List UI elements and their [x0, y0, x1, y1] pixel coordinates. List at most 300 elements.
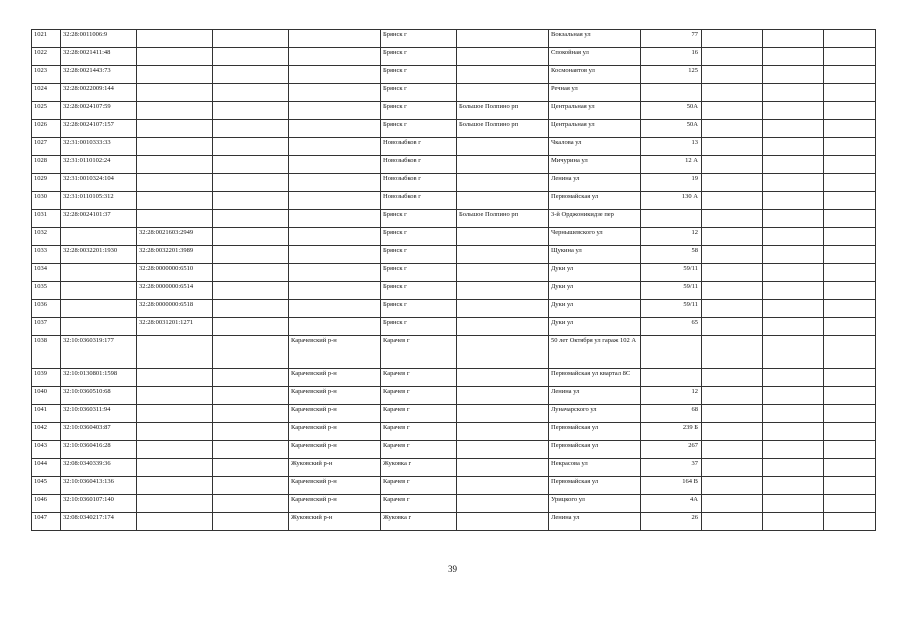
- cell-blank: [213, 282, 289, 300]
- cell-blank: [213, 318, 289, 336]
- cell-number: 1041: [32, 405, 61, 423]
- cell-district: [289, 246, 381, 264]
- cell-cadastral-number-alt: [137, 66, 213, 84]
- cell-cadastral-number-alt: [137, 138, 213, 156]
- cell-settlement: Большое Полпино рп: [457, 210, 549, 228]
- table-row: [32, 336, 876, 369]
- cell-number: 1038: [32, 336, 61, 369]
- cell-district: [289, 156, 381, 174]
- cell-cadastral-number: [61, 228, 137, 246]
- cell-number: 1030: [32, 192, 61, 210]
- cell-settlement: [457, 282, 549, 300]
- cell-cadastral-number-alt: [137, 192, 213, 210]
- cell-settlement: [457, 192, 549, 210]
- cell-district: Карачевский р-н: [289, 369, 381, 387]
- cell-blank: [824, 174, 876, 192]
- cell-blank: [763, 264, 824, 282]
- cell-cadastral-number: 32:10:0360510:68: [61, 387, 137, 405]
- cell-city: Брянск г: [381, 264, 457, 282]
- cell-number: 1024: [32, 84, 61, 102]
- cell-blank: [824, 459, 876, 477]
- cell-blank: [213, 174, 289, 192]
- cell-street: 50 лет Октября ул гараж 102 А: [549, 336, 641, 369]
- cell-city: Брянск г: [381, 318, 457, 336]
- cell-cadastral-number-alt: [137, 477, 213, 495]
- cell-cadastral-number: 32:10:0360416:28: [61, 441, 137, 459]
- cell-city: Брянск г: [381, 30, 457, 48]
- cell-cadastral-number: 32:10:0130801:1598: [61, 369, 137, 387]
- cell-street: 3-й Орджоникидзе пер: [549, 210, 641, 228]
- cell-house: 267: [641, 441, 702, 459]
- cell-blank: [213, 477, 289, 495]
- cell-city: Брянск г: [381, 120, 457, 138]
- cell-cadastral-number: 32:28:0024107:157: [61, 120, 137, 138]
- cell-house: 130 А: [641, 192, 702, 210]
- cell-settlement: Большое Полпино рп: [457, 102, 549, 120]
- cell-city: Карачев г: [381, 477, 457, 495]
- cell-blank: [702, 318, 763, 336]
- cell-blank: [824, 138, 876, 156]
- cell-house: 12: [641, 228, 702, 246]
- cell-blank: [213, 423, 289, 441]
- cell-settlement: [457, 66, 549, 84]
- cell-blank: [824, 192, 876, 210]
- cell-number: 1043: [32, 441, 61, 459]
- cell-blank: [702, 228, 763, 246]
- cell-city: Жуковка г: [381, 513, 457, 531]
- cell-blank: [763, 246, 824, 264]
- cell-district: [289, 228, 381, 246]
- table-row: [32, 228, 876, 246]
- cell-settlement: [457, 387, 549, 405]
- cell-district: Карачевский р-н: [289, 387, 381, 405]
- cell-district: Карачевский р-н: [289, 495, 381, 513]
- cell-cadastral-number-alt: 32:28:0032201:3989: [137, 246, 213, 264]
- table-row: [32, 192, 876, 210]
- cell-blank: [763, 48, 824, 66]
- cell-blank: [213, 336, 289, 369]
- cell-cadastral-number: 32:10:0360413:136: [61, 477, 137, 495]
- table-row: [32, 210, 876, 228]
- cell-settlement: [457, 513, 549, 531]
- cell-blank: [824, 423, 876, 441]
- cell-street: Урицкого ул: [549, 495, 641, 513]
- cell-house: 50А: [641, 102, 702, 120]
- table-row: [32, 405, 876, 423]
- table-row: [32, 282, 876, 300]
- cell-house: [641, 210, 702, 228]
- cell-blank: [763, 513, 824, 531]
- cell-district: [289, 282, 381, 300]
- cell-number: 1026: [32, 120, 61, 138]
- cell-street: Первомайская ул квартал 8С: [549, 369, 641, 387]
- table-row: [32, 441, 876, 459]
- cell-blank: [702, 174, 763, 192]
- cell-number: 1023: [32, 66, 61, 84]
- cell-house: 58: [641, 246, 702, 264]
- cell-street: Спокойная ул: [549, 48, 641, 66]
- cell-settlement: [457, 246, 549, 264]
- cell-city: Брянск г: [381, 300, 457, 318]
- cell-blank: [824, 318, 876, 336]
- cell-blank: [763, 387, 824, 405]
- cell-settlement: [457, 441, 549, 459]
- cell-blank: [702, 282, 763, 300]
- cell-blank: [702, 513, 763, 531]
- cell-blank: [213, 102, 289, 120]
- cell-house: [641, 84, 702, 102]
- cell-cadastral-number: 32:28:0032201:1930: [61, 246, 137, 264]
- cell-blank: [824, 246, 876, 264]
- cell-blank: [213, 405, 289, 423]
- cell-blank: [213, 387, 289, 405]
- cell-blank: [702, 459, 763, 477]
- cell-street: Дуки ул: [549, 282, 641, 300]
- cell-district: [289, 300, 381, 318]
- cell-district: [289, 174, 381, 192]
- cell-blank: [213, 138, 289, 156]
- cell-city: Карачев г: [381, 423, 457, 441]
- cell-cadastral-number-alt: [137, 174, 213, 192]
- cell-cadastral-number-alt: [137, 156, 213, 174]
- table-body: [32, 30, 876, 531]
- cell-city: Новозыбков г: [381, 192, 457, 210]
- cell-number: 1033: [32, 246, 61, 264]
- cell-district: [289, 84, 381, 102]
- cell-cadastral-number: 32:31:0110102:24: [61, 156, 137, 174]
- table-row: [32, 477, 876, 495]
- cell-settlement: [457, 138, 549, 156]
- cell-city: Брянск г: [381, 210, 457, 228]
- cell-blank: [763, 441, 824, 459]
- cell-blank: [702, 48, 763, 66]
- cell-blank: [702, 423, 763, 441]
- cell-number: 1029: [32, 174, 61, 192]
- cell-blank: [824, 513, 876, 531]
- cell-blank: [763, 459, 824, 477]
- cell-blank: [763, 84, 824, 102]
- cell-blank: [213, 156, 289, 174]
- cell-blank: [702, 405, 763, 423]
- cell-blank: [824, 477, 876, 495]
- cell-settlement: [457, 423, 549, 441]
- cell-house: [641, 369, 702, 387]
- cell-district: [289, 48, 381, 66]
- cell-district: Карачевский р-н: [289, 405, 381, 423]
- cell-blank: [824, 120, 876, 138]
- cell-blank: [213, 300, 289, 318]
- cell-settlement: [457, 459, 549, 477]
- cell-blank: [824, 264, 876, 282]
- cell-number: 1036: [32, 300, 61, 318]
- cell-blank: [702, 120, 763, 138]
- table-row: [32, 318, 876, 336]
- cell-blank: [702, 138, 763, 156]
- cell-house: 16: [641, 48, 702, 66]
- cell-city: Брянск г: [381, 48, 457, 66]
- cell-blank: [824, 495, 876, 513]
- cell-cadastral-number: 32:28:0024107:59: [61, 102, 137, 120]
- cell-number: 1035: [32, 282, 61, 300]
- cell-cadastral-number: 32:10:0360311:94: [61, 405, 137, 423]
- cell-blank: [763, 228, 824, 246]
- cell-district: [289, 264, 381, 282]
- table-row: [32, 120, 876, 138]
- cell-blank: [824, 156, 876, 174]
- cell-district: Карачевский р-н: [289, 423, 381, 441]
- cell-number: 1044: [32, 459, 61, 477]
- cell-city: Жуковка г: [381, 459, 457, 477]
- cell-house: 59/11: [641, 264, 702, 282]
- cell-street: Щукина ул: [549, 246, 641, 264]
- table-row: [32, 300, 876, 318]
- cell-house: 50А: [641, 120, 702, 138]
- table-row: [32, 513, 876, 531]
- cell-blank: [824, 228, 876, 246]
- cell-cadastral-number-alt: 32:28:0031201:1271: [137, 318, 213, 336]
- cell-city: Карачев г: [381, 387, 457, 405]
- cell-number: 1022: [32, 48, 61, 66]
- cell-blank: [824, 336, 876, 369]
- cell-cadastral-number: [61, 282, 137, 300]
- cell-blank: [763, 66, 824, 84]
- cell-district: Карачевский р-н: [289, 441, 381, 459]
- cell-blank: [702, 66, 763, 84]
- cell-blank: [763, 477, 824, 495]
- cell-blank: [763, 102, 824, 120]
- cell-city: Брянск г: [381, 282, 457, 300]
- cell-settlement: [457, 264, 549, 282]
- cell-blank: [824, 387, 876, 405]
- cell-cadastral-number: 32:31:0110105:312: [61, 192, 137, 210]
- cell-blank: [702, 102, 763, 120]
- cell-cadastral-number: 32:10:0360319:177: [61, 336, 137, 369]
- cell-blank: [702, 495, 763, 513]
- cell-city: Брянск г: [381, 228, 457, 246]
- cell-blank: [763, 318, 824, 336]
- cell-blank: [702, 156, 763, 174]
- cell-number: 1037: [32, 318, 61, 336]
- table-row: [32, 459, 876, 477]
- cell-district: [289, 120, 381, 138]
- cell-number: 1042: [32, 423, 61, 441]
- cell-blank: [702, 369, 763, 387]
- cell-city: Брянск г: [381, 102, 457, 120]
- cell-street: Вокзальная ул: [549, 30, 641, 48]
- cell-settlement: [457, 30, 549, 48]
- cell-house: 65: [641, 318, 702, 336]
- cell-number: 1046: [32, 495, 61, 513]
- cell-street: Чернышевского ул: [549, 228, 641, 246]
- cell-settlement: [457, 405, 549, 423]
- cell-cadastral-number-alt: 32:28:0000000:6514: [137, 282, 213, 300]
- cell-street: Дуки ул: [549, 300, 641, 318]
- cell-district: [289, 30, 381, 48]
- cell-street: Космонавтов ул: [549, 66, 641, 84]
- cell-blank: [213, 66, 289, 84]
- cell-blank: [702, 246, 763, 264]
- cell-blank: [763, 369, 824, 387]
- table-row: [32, 174, 876, 192]
- cell-cadastral-number-alt: [137, 441, 213, 459]
- cell-blank: [763, 192, 824, 210]
- cell-blank: [213, 441, 289, 459]
- cell-cadastral-number: 32:28:0021411:48: [61, 48, 137, 66]
- cell-city: Брянск г: [381, 246, 457, 264]
- cell-house: [641, 336, 702, 369]
- registry-table: [31, 29, 876, 531]
- table-row: [32, 264, 876, 282]
- cell-blank: [824, 30, 876, 48]
- cell-house: 19: [641, 174, 702, 192]
- cell-blank: [213, 48, 289, 66]
- cell-settlement: [457, 495, 549, 513]
- cell-cadastral-number-alt: [137, 405, 213, 423]
- cell-house: 13: [641, 138, 702, 156]
- cell-blank: [763, 336, 824, 369]
- cell-blank: [763, 174, 824, 192]
- cell-blank: [824, 369, 876, 387]
- cell-blank: [213, 210, 289, 228]
- cell-district: Жуковский р-н: [289, 513, 381, 531]
- cell-cadastral-number-alt: [137, 495, 213, 513]
- cell-street: Центральная ул: [549, 102, 641, 120]
- cell-number: 1040: [32, 387, 61, 405]
- cell-blank: [213, 192, 289, 210]
- cell-house: 37: [641, 459, 702, 477]
- cell-blank: [702, 477, 763, 495]
- cell-settlement: [457, 228, 549, 246]
- cell-number: 1031: [32, 210, 61, 228]
- cell-district: [289, 102, 381, 120]
- table-row: [32, 495, 876, 513]
- cell-blank: [824, 210, 876, 228]
- cell-street: Ленина ул: [549, 387, 641, 405]
- cell-house: 77: [641, 30, 702, 48]
- cell-blank: [763, 300, 824, 318]
- cell-city: Новозыбков г: [381, 174, 457, 192]
- cell-blank: [763, 210, 824, 228]
- cell-house: 68: [641, 405, 702, 423]
- cell-settlement: [457, 300, 549, 318]
- cell-district: [289, 192, 381, 210]
- cell-blank: [213, 459, 289, 477]
- cell-city: Карачев г: [381, 369, 457, 387]
- cell-blank: [702, 264, 763, 282]
- cell-blank: [702, 84, 763, 102]
- registry-sheet: [31, 29, 876, 531]
- cell-cadastral-number: [61, 318, 137, 336]
- cell-street: Дуки ул: [549, 318, 641, 336]
- cell-cadastral-number-alt: [137, 84, 213, 102]
- table-row: [32, 246, 876, 264]
- cell-blank: [824, 66, 876, 84]
- cell-house: 26: [641, 513, 702, 531]
- cell-settlement: [457, 174, 549, 192]
- cell-number: 1028: [32, 156, 61, 174]
- cell-street: Центральная ул: [549, 120, 641, 138]
- page-number: 39: [448, 564, 457, 574]
- cell-cadastral-number: 32:31:0010333:33: [61, 138, 137, 156]
- cell-blank: [763, 30, 824, 48]
- cell-blank: [213, 495, 289, 513]
- cell-street: Первомайская ул: [549, 192, 641, 210]
- cell-blank: [702, 441, 763, 459]
- table-row: [32, 387, 876, 405]
- cell-number: 1047: [32, 513, 61, 531]
- cell-city: Карачев г: [381, 495, 457, 513]
- cell-cadastral-number: [61, 300, 137, 318]
- cell-street: Некрасова ул: [549, 459, 641, 477]
- cell-cadastral-number: 32:08:0340339:36: [61, 459, 137, 477]
- cell-cadastral-number-alt: [137, 48, 213, 66]
- cell-district: Карачевский р-н: [289, 336, 381, 369]
- cell-cadastral-number-alt: [137, 387, 213, 405]
- cell-settlement: [457, 477, 549, 495]
- cell-blank: [824, 282, 876, 300]
- cell-cadastral-number-alt: [137, 369, 213, 387]
- cell-district: [289, 210, 381, 228]
- cell-house: 12 А: [641, 156, 702, 174]
- cell-settlement: [457, 156, 549, 174]
- cell-street: Чкалова ул: [549, 138, 641, 156]
- cell-blank: [213, 246, 289, 264]
- cell-settlement: [457, 84, 549, 102]
- cell-street: Ленина ул: [549, 174, 641, 192]
- cell-cadastral-number-alt: [137, 513, 213, 531]
- cell-blank: [702, 387, 763, 405]
- cell-house: 59/11: [641, 300, 702, 318]
- cell-house: 164 В: [641, 477, 702, 495]
- cell-blank: [763, 423, 824, 441]
- cell-cadastral-number-alt: [137, 30, 213, 48]
- cell-cadastral-number-alt: [137, 210, 213, 228]
- cell-street: Луначарского ул: [549, 405, 641, 423]
- cell-blank: [763, 138, 824, 156]
- cell-blank: [702, 300, 763, 318]
- cell-number: 1021: [32, 30, 61, 48]
- cell-district: [289, 138, 381, 156]
- cell-cadastral-number: 32:08:0340217:174: [61, 513, 137, 531]
- cell-blank: [824, 48, 876, 66]
- table-row: [32, 102, 876, 120]
- cell-blank: [702, 210, 763, 228]
- cell-cadastral-number-alt: [137, 102, 213, 120]
- cell-number: 1025: [32, 102, 61, 120]
- cell-city: Новозыбков г: [381, 156, 457, 174]
- cell-cadastral-number: 32:28:0021443:73: [61, 66, 137, 84]
- cell-settlement: [457, 318, 549, 336]
- cell-settlement: [457, 48, 549, 66]
- cell-cadastral-number-alt: [137, 459, 213, 477]
- cell-blank: [213, 228, 289, 246]
- cell-cadastral-number: 32:28:0011006:9: [61, 30, 137, 48]
- cell-house: 4А: [641, 495, 702, 513]
- cell-blank: [213, 264, 289, 282]
- cell-blank: [702, 192, 763, 210]
- cell-city: Брянск г: [381, 66, 457, 84]
- cell-house: 125: [641, 66, 702, 84]
- cell-district: [289, 318, 381, 336]
- cell-street: Первомайская ул: [549, 423, 641, 441]
- cell-city: Брянск г: [381, 84, 457, 102]
- cell-number: 1039: [32, 369, 61, 387]
- cell-street: Речная ул: [549, 84, 641, 102]
- cell-district: [289, 66, 381, 84]
- cell-blank: [763, 495, 824, 513]
- cell-street: Первомайская ул: [549, 441, 641, 459]
- cell-cadastral-number: [61, 264, 137, 282]
